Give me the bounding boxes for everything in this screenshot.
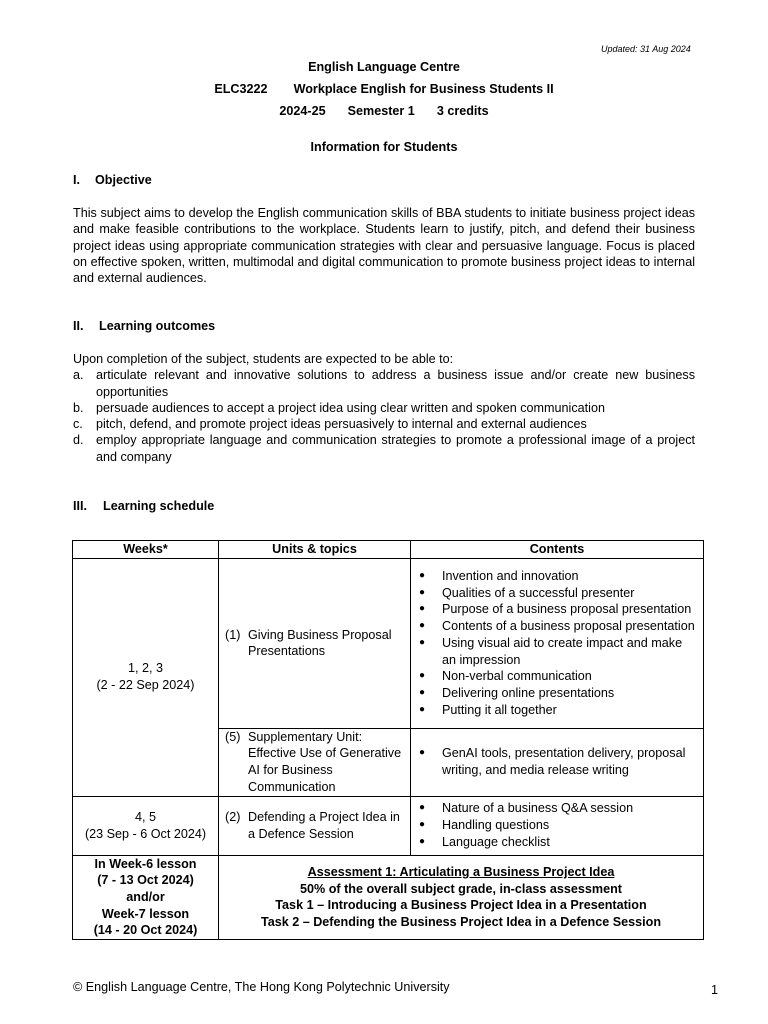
page-number: 1: [711, 983, 719, 997]
objective-text: This subject aims to develop the English communication skills of BBA students to initiate business project ideas and make feasible contributions to the workplace. Students learn to justify, pitch, and defend their business project ideas using appropriate communication strategies with clear and persuasive language. Focus is placed on effective spoken, written, multimodal and digital communication to promote business project ideas to internal and external audiences.: [73, 206, 695, 286]
list-item: ● Nature of a business Q&A session: [419, 801, 634, 816]
weeks-cell: In Week-6 lesson (7 - 13 Oct 2024) and/or Week-7 lesson (14 - 20 Oct 2024): [73, 855, 219, 940]
academic-year: 2024-25: [279, 104, 326, 118]
outcomes-list: [73, 351, 695, 465]
bullet-icon: ●: [419, 835, 426, 847]
unit-cell: (5) Supplementary Unit: Effective Use of Generative AI for Business Communication: [219, 728, 411, 796]
table-row: [73, 796, 704, 855]
table-header-row: [73, 541, 704, 559]
list-item: ● GenAI tools, presentation delivery, proposal writing, and media release writing: [419, 746, 686, 778]
bullet-icon: ●: [419, 819, 426, 831]
table-row: [73, 855, 704, 940]
section-objective-heading: I. Objective: [73, 173, 152, 187]
assessment-cell: Assessment 1: Articulating a Business Project Idea 50% of the overall subject grade, in-class assessment Task 1 – Introducing a Business Project Idea in a Presentation Task 2 – Defending the Business Project Idea in a Defence Session: [219, 855, 704, 940]
contents-cell: [411, 728, 704, 796]
credits: 3 credits: [436, 104, 489, 118]
schedule-table: [72, 540, 704, 940]
contents-cell: [411, 796, 704, 855]
header-contents: Contents: [411, 541, 704, 559]
bullet-icon: ●: [419, 586, 426, 598]
bullet-icon: ●: [419, 802, 426, 814]
assessment-title: Assessment 1: Articulating a Business Project Idea: [307, 864, 615, 879]
section-outcomes-heading: II. Learning outcomes: [73, 319, 216, 333]
contents-cell: [411, 558, 704, 728]
outcome-item: d. employ appropriate language and communication strategies to promote a professional image of a project and company: [73, 433, 695, 464]
list-item: ● Putting it all together: [419, 702, 557, 717]
bullet-icon: ●: [419, 603, 426, 615]
list-item: ● Non-verbal communication: [419, 669, 592, 684]
header-units: Units & topics: [219, 541, 411, 559]
semester: Semester 1: [347, 104, 415, 118]
bullet-icon: ●: [419, 703, 426, 715]
list-item: ● Language checklist: [419, 834, 550, 849]
weeks-cell: 1, 2, 3 (2 - 22 Sep 2024): [73, 558, 219, 796]
unit-cell: (2) Defending a Project Idea in a Defence Session: [219, 796, 411, 855]
bullet-icon: ●: [419, 670, 426, 682]
bullet-icon: ●: [419, 636, 426, 648]
bullet-icon: ●: [419, 747, 426, 759]
list-item: ● Using visual aid to create impact and make an impression: [419, 635, 683, 667]
header-weeks: Weeks*: [73, 541, 219, 559]
list-item: ● Invention and innovation: [419, 569, 579, 584]
table-row: [73, 558, 704, 728]
list-item: ● Handling questions: [419, 818, 550, 833]
list-item: ● Delivering online presentations: [419, 685, 615, 700]
outcome-item: b. persuade audiences to accept a project idea using clear written and spoken communication: [73, 400, 605, 415]
weeks-cell: 4, 5 (23 Sep - 6 Oct 2024): [73, 796, 219, 855]
bullet-icon: ●: [419, 686, 426, 698]
outcomes-intro: Upon completion of the subject, students are expected to be able to:: [73, 352, 454, 366]
updated-date: Updated: 31 Aug 2024: [601, 44, 691, 54]
course-code: ELC3222: [214, 82, 268, 96]
footer-copyright: © English Language Centre, The Hong Kong Polytechnic University: [73, 980, 450, 994]
bullet-icon: ●: [419, 620, 426, 632]
outcome-item: c. pitch, defend, and promote project ideas persuasively to internal and external audiences: [73, 417, 587, 432]
outcome-item: a. articulate relevant and innovative solutions to address a business issue and/or create new business opportunities: [73, 368, 695, 399]
centre-name: English Language Centre: [308, 60, 460, 74]
section-schedule-heading: III. Learning schedule: [73, 499, 215, 513]
unit-cell: (1) Giving Business Proposal Presentations: [219, 558, 411, 728]
list-item: ● Purpose of a business proposal presentation: [419, 602, 692, 617]
list-item: ● Qualities of a successful presenter: [419, 585, 635, 600]
course-title: Workplace English for Business Students II: [293, 82, 554, 96]
list-item: ● Contents of a business proposal presentation: [419, 619, 695, 634]
doc-title: Information for Students: [310, 140, 458, 154]
term-line: [0, 104, 768, 118]
bullet-icon: ●: [419, 570, 426, 582]
course-line: [0, 82, 768, 96]
